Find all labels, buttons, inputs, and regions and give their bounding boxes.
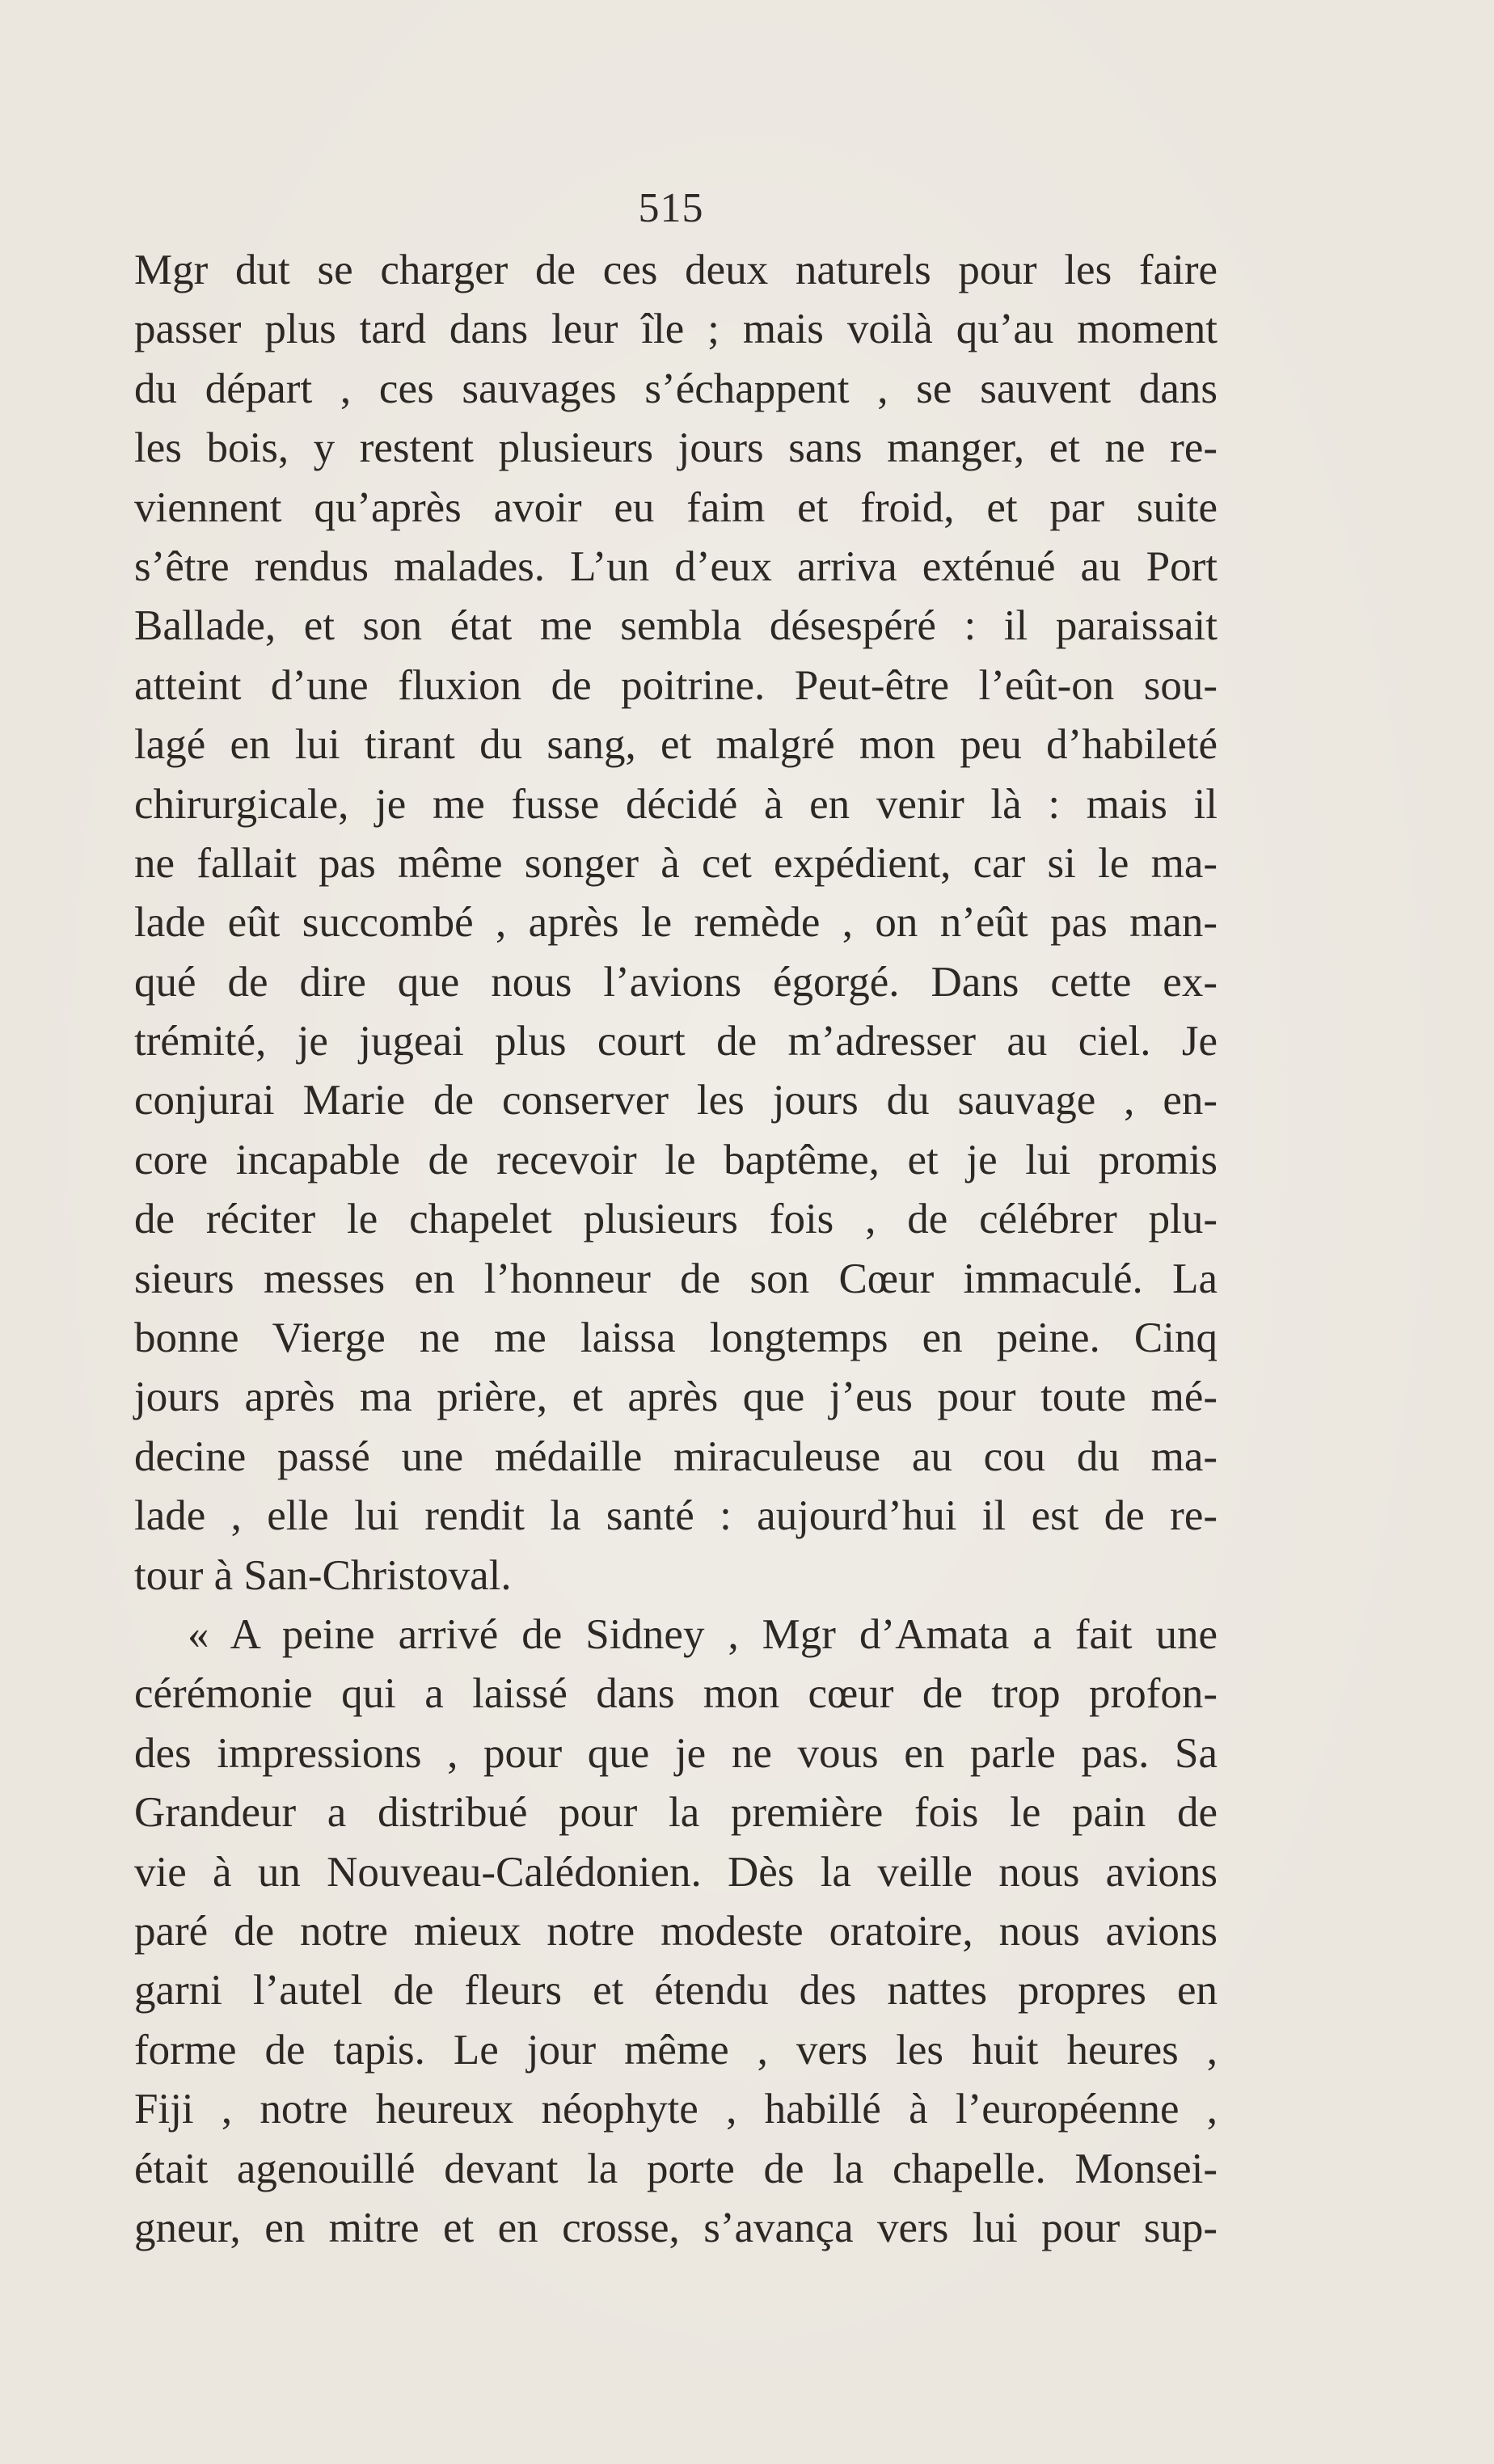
text-line: du départ , ces sauvages s’échappent , se sauvent dans <box>134 365 1218 412</box>
text-line: chirurgicale, je me fusse décidé à en venir là : mais il <box>134 780 1218 828</box>
text-line: viennent qu’après avoir eu faim et froid, et par suite <box>134 483 1218 531</box>
text-line: conjurai Marie de conserver les jours du sauvage , en- <box>134 1077 1218 1124</box>
text-line: sieurs messes en l’honneur de son Cœur immaculé. La <box>134 1255 1218 1302</box>
text-line: qué de dire que nous l’avions égorgé. Dans cette ex- <box>134 958 1218 1006</box>
text-line: paré de notre mieux notre modeste oratoire, nous avions <box>134 1907 1218 1955</box>
text-line: core incapable de recevoir le baptême, et je lui promis <box>134 1136 1218 1183</box>
text-line: lade , elle lui rendit la santé : aujourd’hui il est de re- <box>134 1492 1218 1540</box>
text-line: decine passé une médaille miraculeuse au cou du ma- <box>134 1432 1218 1480</box>
page-number: 515 <box>638 185 704 231</box>
text-line: lagé en lui tirant du sang, et malgré mon peu d’habileté <box>134 721 1218 769</box>
text-line: les bois, y restent plusieurs jours sans manger, et ne re- <box>134 424 1218 472</box>
text-line: des impressions , pour que je ne vous en parle pas. Sa <box>134 1729 1218 1777</box>
text-line: gneur, en mitre et en crosse, s’avança vers lui pour sup- <box>134 2204 1218 2251</box>
text-line: vie à un Nouveau-Calédonien. Dès la veille nous avions <box>134 1848 1218 1896</box>
text-line: ne fallait pas même songer à cet expédient, car si le ma- <box>134 839 1218 887</box>
body-text <box>134 241 1218 2258</box>
text-line: passer plus tard dans leur île ; mais voilà qu’au moment <box>134 306 1218 353</box>
text-line: lade eût succombé , après le remède , on n’eût pas man- <box>134 899 1218 947</box>
text-line: Ballade, et son état me sembla désespéré : il paraissait <box>134 602 1218 650</box>
text-line: tour à San-Christoval. <box>134 1551 512 1599</box>
text-line: Fiji , notre heureux néophyte , habillé à l’européenne , <box>134 2086 1218 2133</box>
text-line: de réciter le chapelet plusieurs fois , de célébrer plu- <box>134 1196 1218 1243</box>
text-line: Grandeur a distribué pour la première fois le pain de <box>134 1789 1218 1837</box>
text-line: jours après ma prière, et après que j’eus pour toute mé- <box>134 1373 1218 1421</box>
text-line: trémité, je jugeai plus court de m’adresser au ciel. Je <box>134 1018 1218 1065</box>
text-line: Mgr dut se charger de ces deux naturels pour les faire <box>134 247 1218 293</box>
text-line: cérémonie qui a laissé dans mon cœur de trop profon- <box>134 1670 1218 1718</box>
text-line: était agenouillé devant la porte de la chapelle. Monsei- <box>134 2145 1218 2192</box>
text-line: atteint d’une fluxion de poitrine. Peut-être l’eût-on sou- <box>134 661 1218 709</box>
text-line: garni l’autel de fleurs et étendu des nattes propres en <box>134 1967 1218 2015</box>
text-line: « A peine arrivé de Sidney , Mgr d’Amata a fait une <box>188 1610 1218 1658</box>
text-line: s’être rendus malades. L’un d’eux arriva exténué au Port <box>134 542 1218 590</box>
text-line: bonne Vierge ne me laissa longtemps en peine. Cinq <box>134 1314 1218 1362</box>
text-line: forme de tapis. Le jour même , vers les huit heures , <box>134 2026 1218 2074</box>
